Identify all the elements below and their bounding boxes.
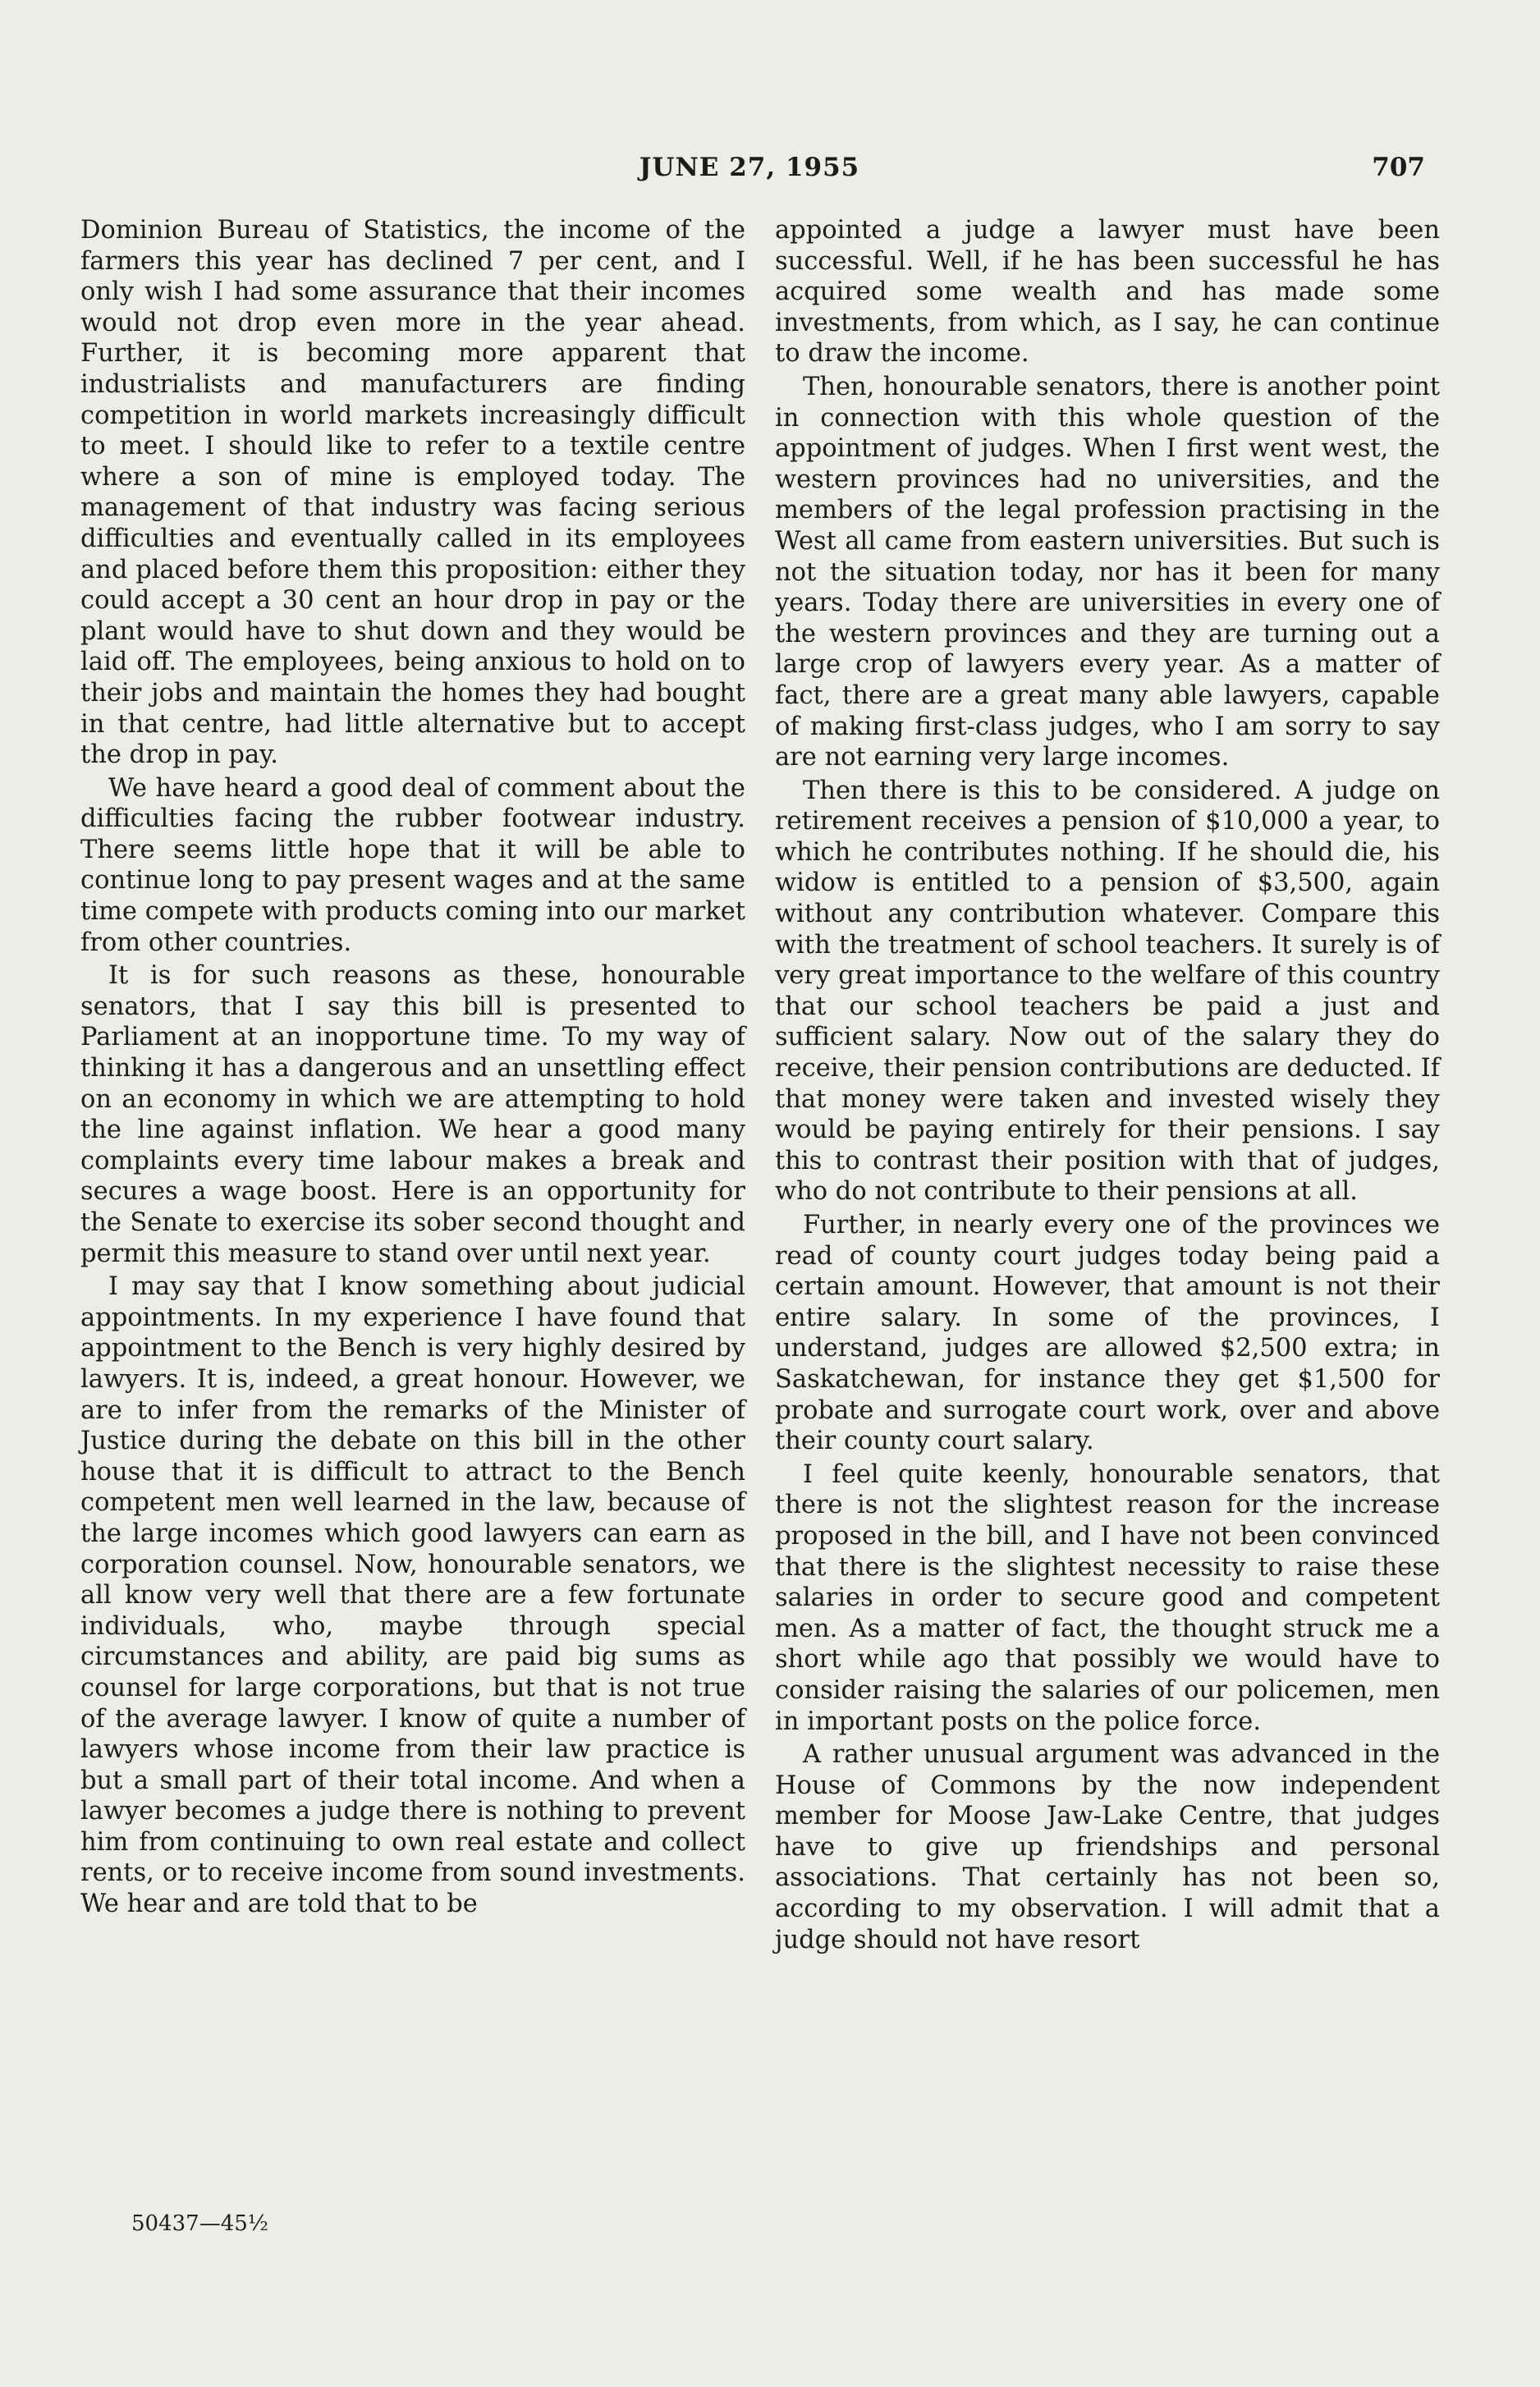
- paragraph: Further, in nearly every one of the provinces we read of county court judges today being paid a certain amount. However, that amount is not their entire salary. In some of the provinces, I understand, judges are allowed $2,500 extra; in Saskatchewan, for instance they get $1,500 for probate and surrogate court work, over and above their county court salary.: [775, 1211, 1440, 1456]
- paragraph: Then there is this to be considered. A judge on retirement receives a pension of $10,000 a year, to which he contributes nothing. If he should die, his widow is entitled to a pension of $3,500, again without any contribution whatever. Compare this with the treatment of school teachers. It surely is of very great importance to the welfare of this country that our school teachers be paid a just and sufficient salary. Now out of the salary they do receive, their pension contributions are deducted. If that money were taken and invested wisely they would be paying entirely for their pensions. I say this to contrast their position with that of judges, who do not contribute to their pensions at all.: [775, 776, 1440, 1207]
- paragraph: I may say that I know something about judicial appointments. In my experience I have found that appointment to the Bench is very highly desired by lawyers. It is, indeed, a great honour. However, we are to infer from the remarks of the Minister of Justice during the debate on this bill in the other house that it is difficult to attract to the Bench competent men well learned in the law, because of the large incomes which good lawyers can earn as corporation counsel. Now, honourable senators, we all know very well that there are a few fortunate individuals, who, maybe through special circumstances and ability, are paid big sums as counsel for large corporations, but that is not true of the average lawyer. I know of quite a number of lawyers whose income from their law practice is but a small part of their total income. And when a lawyer becomes a judge there is nothing to prevent him from continuing to own real estate and collect rents, or to receive income from sound investments. We hear and are told that to be: [80, 1272, 745, 1919]
- printer-signature: 50437—45½: [131, 2211, 268, 2236]
- paragraph: We have heard a good deal of comment about the difficulties facing the rubber footwear industry. There seems little hope that it will be able to continue long to pay present wages and at the same time compete with products coming into our market from other countries.: [80, 773, 745, 957]
- paragraph: Dominion Bureau of Statistics, the income of the farmers this year has declined 7 per cent, and I only wish I had some assurance that their incomes would not drop even more in the year ahead. Further, it is becoming more apparent that industrialists and manufacturers are finding competition in world markets increasingly difficult to meet. I should like to refer to a textile centre where a son of mine is employed today. The management of that industry was facing serious difficulties and eventually called in its employees and placed before them this proposition: either they could accept a 30 cent an hour drop in pay or the plant would have to shut down and they would be laid off. The employees, being anxious to hold on to their jobs and maintain the homes they had bought in that centre, had little alternative but to accept the drop in pay.: [80, 216, 745, 770]
- paragraph: A rather unusual argument was advanced in the House of Commons by the now independent member for Moose Jaw-Lake Centre, that judges have to give up friendships and personal associations. That certainly has not been so, according to my observation. I will admit that a judge should not have resort: [775, 1740, 1440, 1954]
- page-header: [74, 153, 1425, 194]
- header-date: JUNE 27, 1955: [639, 153, 860, 182]
- paragraph: I feel quite keenly, honourable senators, that there is not the slightest reason for the increase proposed in the bill, and I have not been convinced that there is the slightest necessity to raise these salaries in order to secure good and competent men. As a matter of fact, the thought struck me a short while ago that possibly we would have to consider raising the salaries of our policemen, men in important posts on the police force.: [775, 1459, 1440, 1736]
- page-number: 707: [1372, 153, 1425, 182]
- left-column: [80, 215, 745, 1920]
- paragraph: Then, honourable senators, there is another point in connection with this whole question of the appointment of judges. When I first went west, the western provinces had no universities, and the members of the legal profession practising in the West all came from eastern universities. But such is not the situation today, nor has it been for many years. Today there are universities in every one of the western provinces and they are turning out a large crop of lawyers every year. As a matter of fact, there are a great many able lawyers, capable of making first-class judges, who I am sorry to say are not earning very large incomes.: [775, 372, 1440, 772]
- paragraph: It is for such reasons as these, honourable senators, that I say this bill is presented to Parliament at an inopportune time. To my way of thinking it has a dangerous and an unsettling effect on an economy in which we are attempting to hold the line against inflation. We hear a good many complaints every time labour makes a break and secures a wage boost. Here is an opportunity for the Senate to exercise its sober second thought and permit this measure to stand over until next year.: [80, 961, 745, 1268]
- right-column: [775, 215, 1440, 1955]
- paragraph: appointed a judge a lawyer must have been successful. Well, if he has been successful he has acquired some wealth and has made some investments, from which, as I say, he can continue to draw the income.: [775, 216, 1440, 369]
